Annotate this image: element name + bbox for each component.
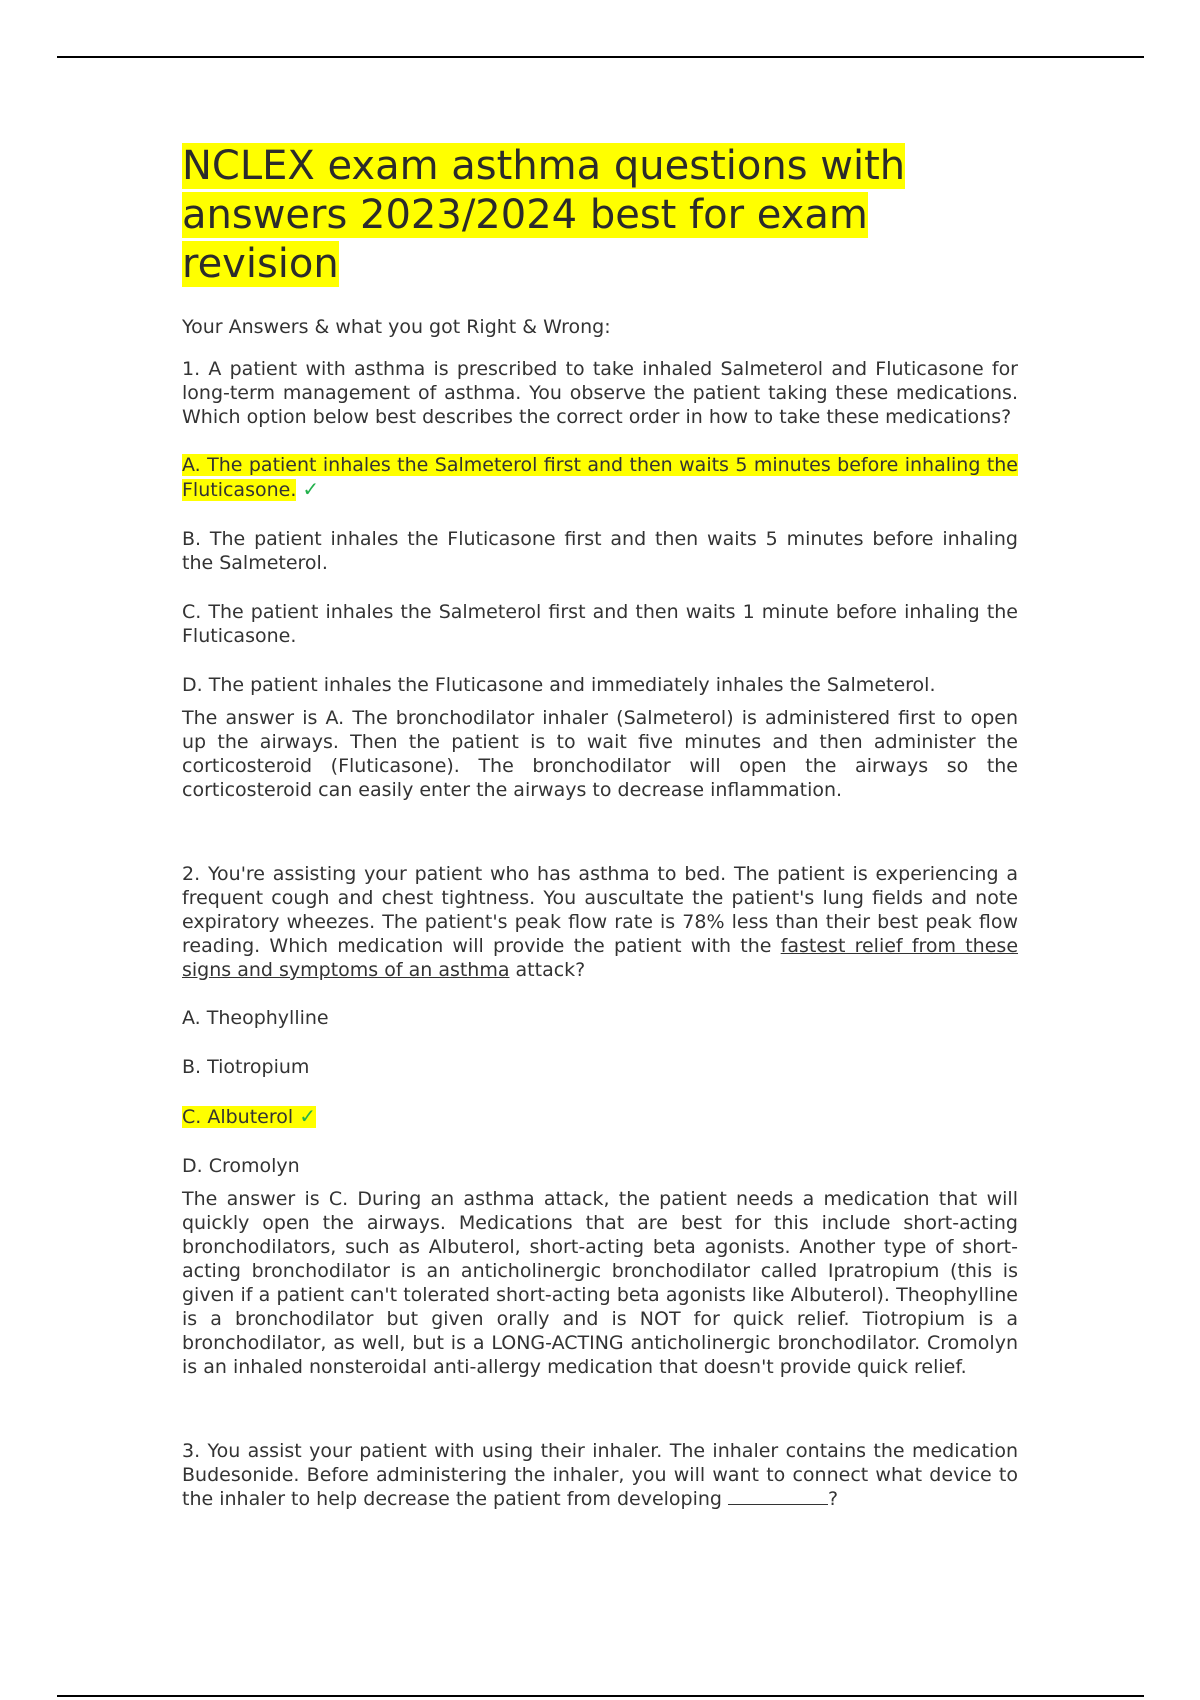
option-text: A. The patient inhales the Salmeterol first and then waits 5 minutes before inhaling the Fluticasone. <box>182 454 1018 501</box>
top-rule <box>57 56 1144 58</box>
correct-check-icon: ✓ <box>302 477 320 501</box>
question-2-answer: The answer is C. During an asthma attack, the patient needs a medication that will quickly open the airways. Medications that are best for this include short-acting bronchodilators, such as Albuterol, short-acting beta agonists. Another type of short-acting bronchodilator is an anticholinergic bronchodilator called Ipratropium (this is given if a patient can't tolerated short-acting beta agonists like Albuterol). Theophylline is a bronchodilator but given orally and is NOT for quick relief. Tiotropium is a bronchodilator, as well, but is a LONG-ACTING anticholinergic bronchodilator. Cromolyn is an inhaled nonsteroidal anti-allergy medication that doesn't provide quick relief. <box>182 1188 1018 1378</box>
question-2-option-d: D. Cromolyn <box>182 1155 300 1177</box>
question-2-stem: 2. You're assisting your patient who has asthma to bed. The patient is experiencing a frequent cough and chest tightness. You auscultate the patient's lung fields and note expiratory wheezes. The patient's peak flow rate is 78% less than their best peak flow reading. Which medication will provide the patient with the fastest relief from these signs and symptoms of an asthma attack? <box>182 863 1019 981</box>
spacer <box>182 1379 1018 1439</box>
document-title: NCLEX exam asthma questions with answers 2023/2024 best for exam revision <box>182 143 906 287</box>
question-1-option-c: C. The patient inhales the Salmeterol first and then waits 1 minute before inhaling the Fluticasone. <box>182 601 1018 647</box>
bottom-rule <box>57 1695 1144 1697</box>
question-2-option-b: B. Tiotropium <box>182 1056 310 1078</box>
question-1-answer: The answer is A. The bronchodilator inhaler (Salmeterol) is administered first to open up the airways. Then the patient is to wait five minutes and then administer the corticosteroid (Fluticasone). The bronchodilator will open the airways so the corticosteroid can easily enter the airways to decrease inflammation. <box>182 707 1018 801</box>
underlined-phrase: fastest relief from these signs and symptoms of an asthma <box>182 935 1019 981</box>
question-1-stem: 1. A patient with asthma is prescribed to take inhaled Salmeterol and Fluticasone for long-term management of asthma. You observe the patient taking these medications. Which option below best describes the correct order in how to take these medications? <box>182 358 1018 428</box>
option-text: C. Albuterol <box>182 1106 294 1128</box>
question-1-option-b: B. The patient inhales the Fluticasone first and then waits 5 minutes before inhaling the Salmeterol. <box>182 528 1018 574</box>
intro-text: Your Answers & what you got Right & Wrong: <box>182 316 611 338</box>
question-1-option-d: D. The patient inhales the Fluticasone and immediately inhales the Salmeterol. <box>182 674 936 696</box>
spacer <box>182 802 1018 862</box>
document-body <box>182 142 1018 1511</box>
correct-check-icon: ✓ <box>299 1104 316 1128</box>
question-2-option-a: A. Theophylline <box>182 1007 329 1029</box>
question-1-option-a <box>182 453 1018 502</box>
question-3-stem: 3. You assist your patient with using their inhaler. The inhaler contains the medication Budesonide. Before administering the inhaler, you will want to connect what device to the inhaler to help decrease the patient from developing ? <box>182 1440 1018 1510</box>
question-2-option-c <box>182 1104 1018 1129</box>
answer-blank <box>728 1488 828 1505</box>
